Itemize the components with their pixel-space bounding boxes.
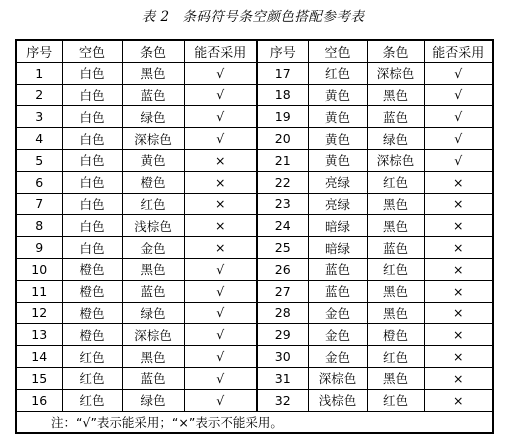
- header-cell: 条色: [367, 40, 424, 62]
- usability-mark-cell: √: [424, 62, 493, 84]
- table-row: [16, 149, 493, 171]
- table-cell: 深棕色: [367, 149, 424, 171]
- table-cell: 绿色: [367, 128, 424, 150]
- table-cell: 黄色: [122, 149, 184, 171]
- table-cell: 27: [257, 280, 308, 302]
- table-cell: 蓝色: [122, 280, 184, 302]
- table-cell: 白色: [62, 215, 122, 237]
- table-cell: 31: [257, 367, 308, 389]
- table-cell: 橙色: [62, 280, 122, 302]
- table-row: [16, 171, 493, 193]
- usability-mark-cell: √: [424, 128, 493, 150]
- table-cell: 7: [16, 193, 62, 215]
- table-cell: 黄色: [308, 84, 367, 106]
- table-cell: 白色: [62, 171, 122, 193]
- table-cell: 红色: [367, 346, 424, 368]
- table-row: [16, 346, 493, 368]
- table-cell: 4: [16, 128, 62, 150]
- table-body: [16, 40, 493, 433]
- table-cell: 红色: [62, 367, 122, 389]
- usability-mark-cell: √: [424, 106, 493, 128]
- table-cell: 亮绿: [308, 171, 367, 193]
- header-cell: 序号: [16, 40, 62, 62]
- table-cell: 5: [16, 149, 62, 171]
- usability-mark-cell: √: [424, 84, 493, 106]
- table-cell: 红色: [62, 389, 122, 411]
- usability-mark-cell: √: [184, 106, 257, 128]
- usability-mark-cell: √: [184, 367, 257, 389]
- table-cell: 黄色: [308, 128, 367, 150]
- table-cell: 红色: [308, 62, 367, 84]
- table-cell: 12: [16, 302, 62, 324]
- table-cell: 橙色: [62, 302, 122, 324]
- table-cell: 暗绿: [308, 215, 367, 237]
- table-cell: 24: [257, 215, 308, 237]
- table-cell: 黄色: [308, 106, 367, 128]
- table-cell: 11: [16, 280, 62, 302]
- table-cell: 红色: [62, 346, 122, 368]
- header-cell: 能否采用: [424, 40, 493, 62]
- table-cell: 亮绿: [308, 193, 367, 215]
- table-cell: 14: [16, 346, 62, 368]
- table-cell: 黑色: [122, 346, 184, 368]
- table-cell: 黑色: [367, 84, 424, 106]
- table-cell: 黑色: [367, 193, 424, 215]
- table-cell: 蓝色: [122, 84, 184, 106]
- usability-mark-cell: ×: [424, 367, 493, 389]
- table-row: [16, 280, 493, 302]
- table-cell: 32: [257, 389, 308, 411]
- table-cell: 红色: [367, 171, 424, 193]
- table-cell: 深棕色: [367, 62, 424, 84]
- usability-mark-cell: ×: [424, 302, 493, 324]
- table-cell: 红色: [122, 193, 184, 215]
- header-cell: 空色: [62, 40, 122, 62]
- table-cell: 浅棕色: [122, 215, 184, 237]
- table-cell: 23: [257, 193, 308, 215]
- usability-mark-cell: ×: [184, 193, 257, 215]
- table-note: 注：“√”表示能采用；“×”表示不能采用。: [16, 411, 493, 433]
- table-cell: 暗绿: [308, 237, 367, 259]
- table-cell: 26: [257, 258, 308, 280]
- table-cell: 金色: [308, 346, 367, 368]
- table-cell: 绿色: [122, 302, 184, 324]
- header-cell: 条色: [122, 40, 184, 62]
- table-cell: 黑色: [367, 367, 424, 389]
- table-cell: 深棕色: [122, 128, 184, 150]
- table-row: [16, 258, 493, 280]
- table-cell: 18: [257, 84, 308, 106]
- table-row: [16, 324, 493, 346]
- table-cell: 金色: [308, 302, 367, 324]
- usability-mark-cell: ×: [184, 149, 257, 171]
- table-row: [16, 367, 493, 389]
- usability-mark-cell: ×: [184, 237, 257, 259]
- table-cell: 金色: [122, 237, 184, 259]
- usability-mark-cell: ×: [424, 389, 493, 411]
- table-cell: 3: [16, 106, 62, 128]
- table-cell: 白色: [62, 128, 122, 150]
- table-cell: 白色: [62, 62, 122, 84]
- usability-mark-cell: √: [184, 389, 257, 411]
- usability-mark-cell: √: [424, 149, 493, 171]
- table-row: [16, 302, 493, 324]
- table-cell: 21: [257, 149, 308, 171]
- table-cell: 黄色: [308, 149, 367, 171]
- table-cell: 20: [257, 128, 308, 150]
- table-cell: 28: [257, 302, 308, 324]
- table-cell: 17: [257, 62, 308, 84]
- table-cell: 蓝色: [122, 367, 184, 389]
- table-cell: 黑色: [122, 62, 184, 84]
- table-cell: 蓝色: [308, 258, 367, 280]
- table-row: [16, 106, 493, 128]
- table-caption: 条码符号条空颜色搭配参考表: [182, 9, 365, 25]
- usability-mark-cell: ×: [424, 171, 493, 193]
- color-combination-table: [15, 39, 494, 434]
- table-cell: 橙色: [62, 258, 122, 280]
- table-cell: 深棕色: [122, 324, 184, 346]
- usability-mark-cell: ×: [424, 346, 493, 368]
- usability-mark-cell: √: [184, 84, 257, 106]
- usability-mark-cell: √: [184, 128, 257, 150]
- table-cell: 16: [16, 389, 62, 411]
- table-cell: 红色: [367, 258, 424, 280]
- table-cell: 红色: [367, 389, 424, 411]
- table-cell: 绿色: [122, 389, 184, 411]
- table-row: [16, 215, 493, 237]
- header-cell: 序号: [257, 40, 308, 62]
- usability-mark-cell: ×: [184, 215, 257, 237]
- table-cell: 黑色: [122, 258, 184, 280]
- table-cell: 29: [257, 324, 308, 346]
- header-cell: 空色: [308, 40, 367, 62]
- table-cell: 绿色: [122, 106, 184, 128]
- usability-mark-cell: ×: [424, 215, 493, 237]
- table-cell: 30: [257, 346, 308, 368]
- table-number: 表 2: [141, 9, 170, 25]
- table-cell: 橙色: [367, 324, 424, 346]
- table-cell: 白色: [62, 149, 122, 171]
- table-cell: 蓝色: [367, 106, 424, 128]
- table-cell: 黑色: [367, 280, 424, 302]
- usability-mark-cell: √: [184, 258, 257, 280]
- table-header-row: [16, 40, 493, 62]
- table-cell: 深棕色: [308, 367, 367, 389]
- table-cell: 白色: [62, 106, 122, 128]
- header-cell: 能否采用: [184, 40, 257, 62]
- table-cell: 白色: [62, 237, 122, 259]
- table-row: [16, 128, 493, 150]
- table-row: [16, 62, 493, 84]
- table-cell: 1: [16, 62, 62, 84]
- usability-mark-cell: √: [184, 62, 257, 84]
- table-cell: 黑色: [367, 302, 424, 324]
- table-cell: 10: [16, 258, 62, 280]
- table-cell: 黑色: [367, 215, 424, 237]
- table-cell: 白色: [62, 84, 122, 106]
- table-cell: 浅棕色: [308, 389, 367, 411]
- usability-mark-cell: √: [184, 324, 257, 346]
- table-cell: 金色: [308, 324, 367, 346]
- table-cell: 6: [16, 171, 62, 193]
- table-row: [16, 84, 493, 106]
- usability-mark-cell: ×: [424, 258, 493, 280]
- table-cell: 15: [16, 367, 62, 389]
- usability-mark-cell: ×: [424, 280, 493, 302]
- table-cell: 蓝色: [367, 237, 424, 259]
- note-row: [16, 411, 493, 433]
- table-cell: 13: [16, 324, 62, 346]
- table-row: [16, 389, 493, 411]
- usability-mark-cell: √: [184, 302, 257, 324]
- table-cell: 2: [16, 84, 62, 106]
- usability-mark-cell: ×: [424, 193, 493, 215]
- table-cell: 橙色: [122, 171, 184, 193]
- table-cell: 9: [16, 237, 62, 259]
- usability-mark-cell: √: [184, 346, 257, 368]
- table-row: [16, 193, 493, 215]
- usability-mark-cell: ×: [424, 237, 493, 259]
- table-title: [0, 4, 506, 30]
- table-cell: 蓝色: [308, 280, 367, 302]
- usability-mark-cell: ×: [184, 171, 257, 193]
- usability-mark-cell: √: [184, 280, 257, 302]
- table-cell: 25: [257, 237, 308, 259]
- table-cell: 橙色: [62, 324, 122, 346]
- table-cell: 8: [16, 215, 62, 237]
- table-cell: 19: [257, 106, 308, 128]
- table-cell: 白色: [62, 193, 122, 215]
- usability-mark-cell: ×: [424, 324, 493, 346]
- table-row: [16, 237, 493, 259]
- table-cell: 22: [257, 171, 308, 193]
